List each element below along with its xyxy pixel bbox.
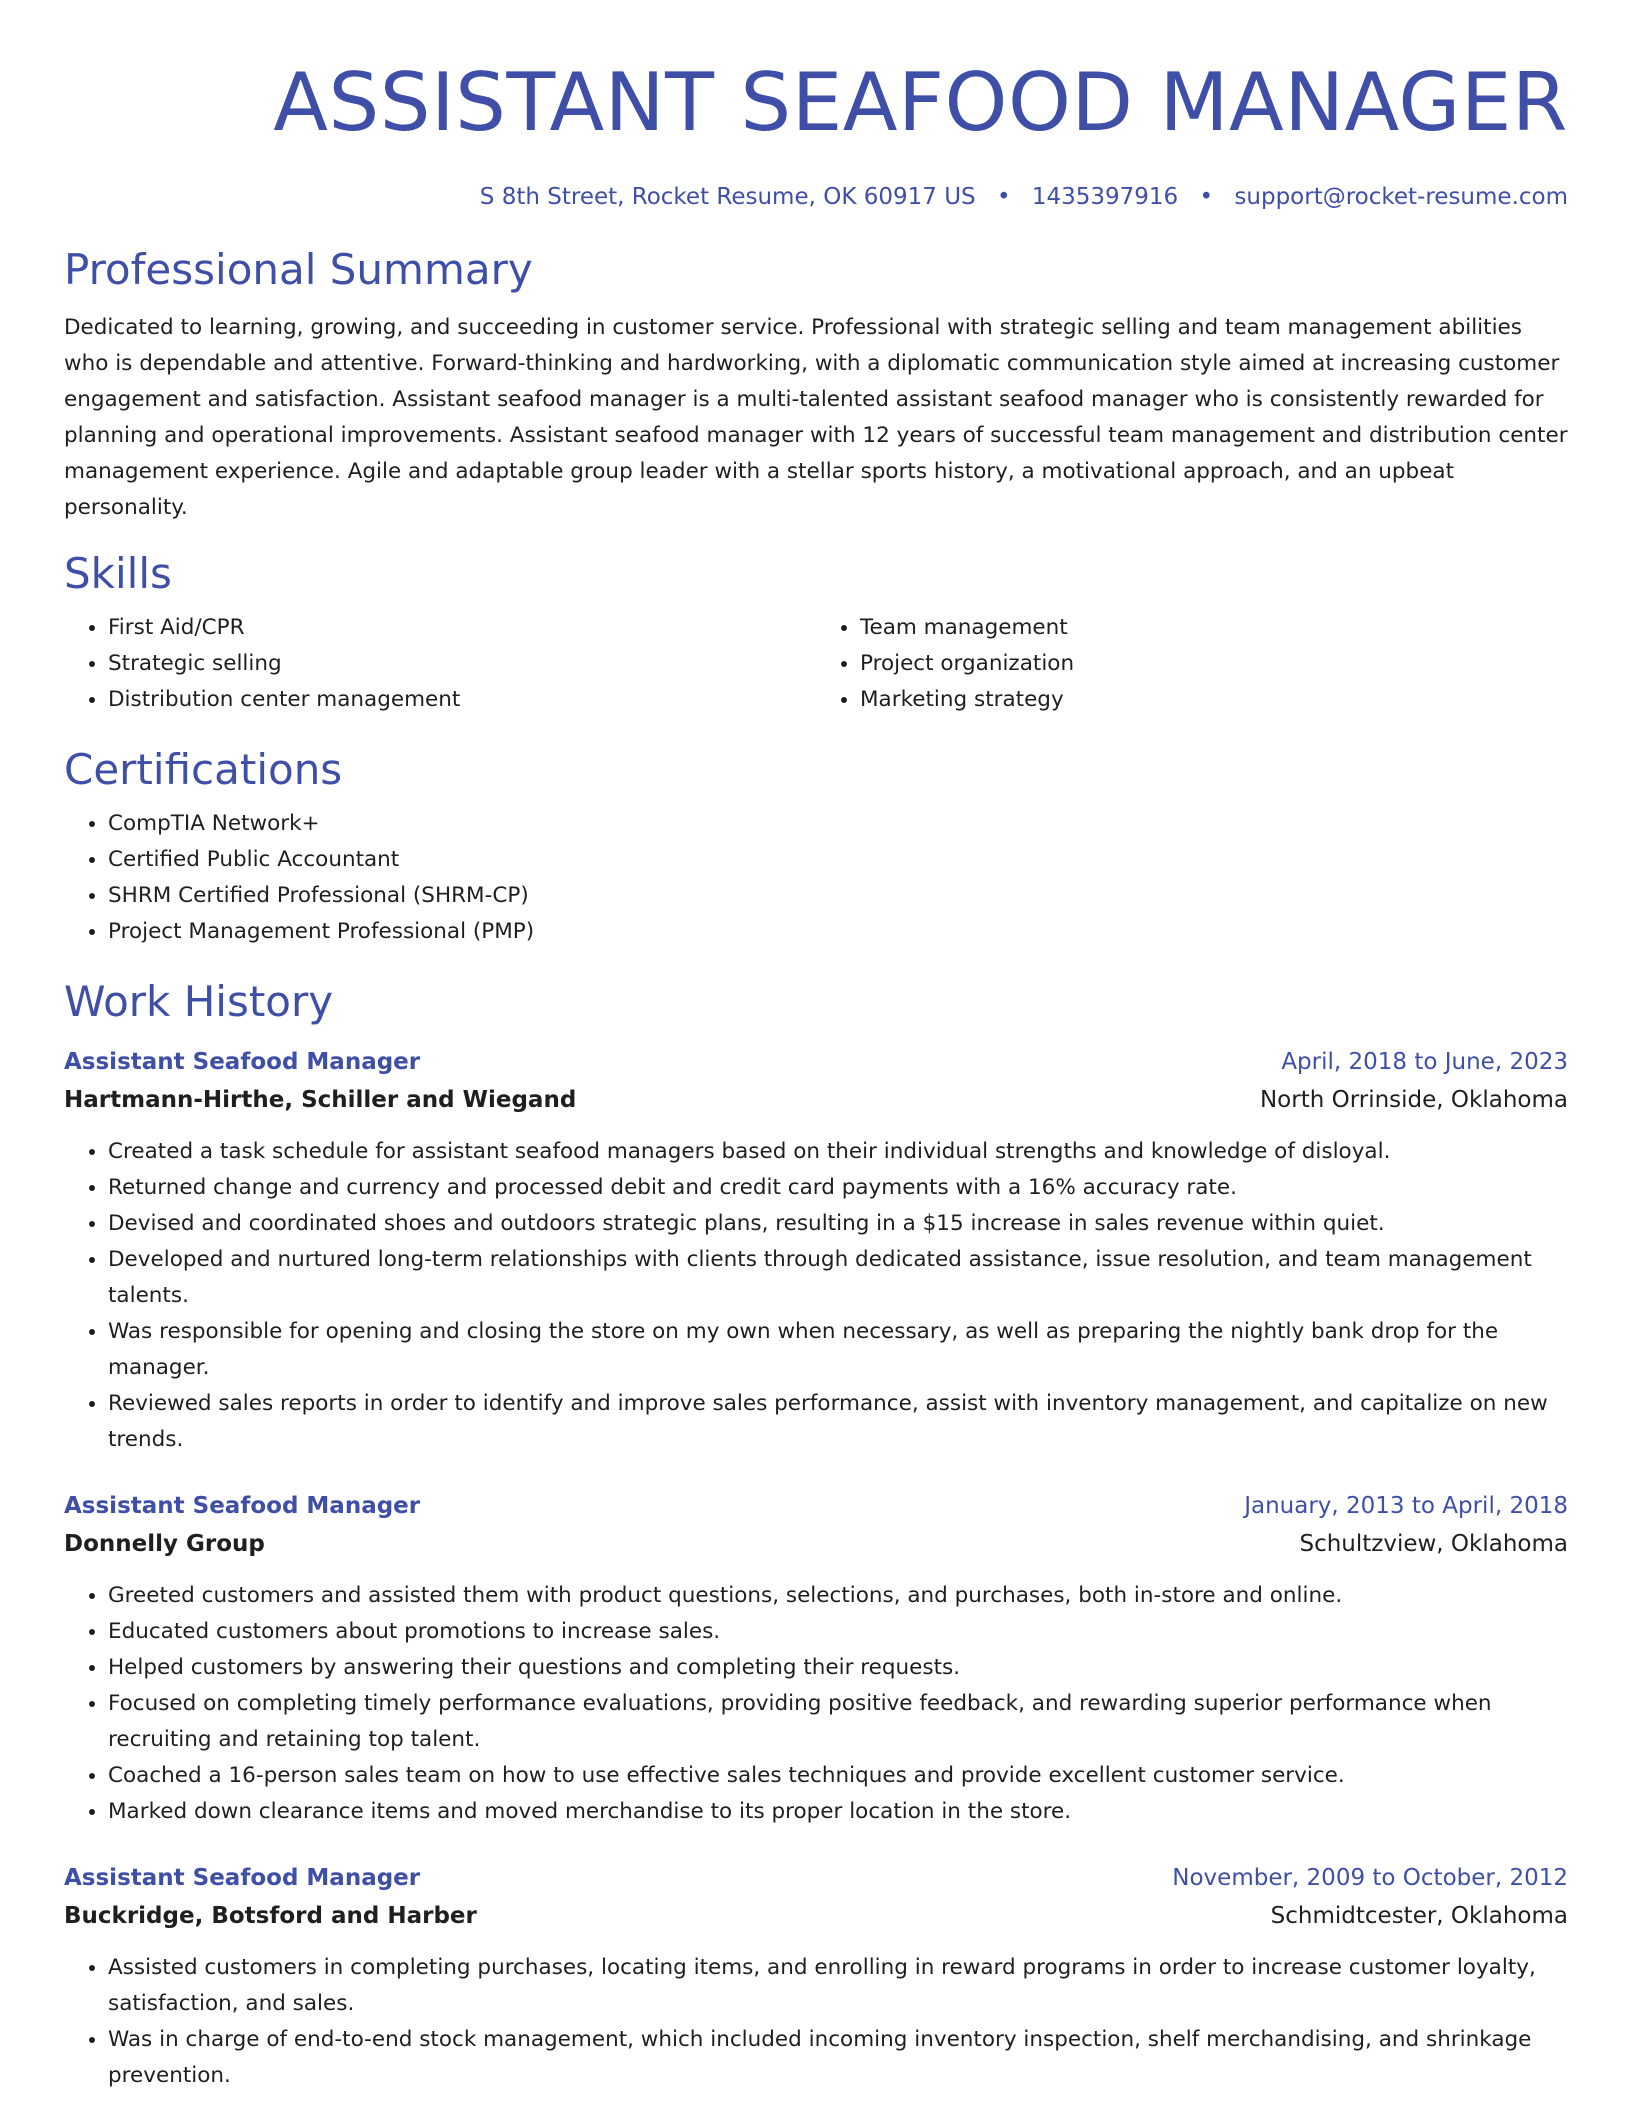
job-header <box>64 1044 1568 1080</box>
job-bullet: • Reviewed sales reports in order to identify and improve sales performance, assist with inventory management, and capitalize on new trends. <box>108 1386 1568 1458</box>
job-dates: January, 2013 to April, 2018 <box>1244 1493 1568 1519</box>
contact-separator: • <box>996 184 1011 210</box>
certification-item: • SHRM Certified Professional (SHRM-CP) <box>108 878 1568 914</box>
job-dates: April, 2018 to June, 2023 <box>1281 1049 1568 1075</box>
job-entry <box>64 1044 1568 1458</box>
skill-item: • First Aid/CPR <box>108 610 816 646</box>
job-bullet: • Assisted customers in completing purchases, locating items, and enrolling in reward programs in order to increase customer loyalty, satisfaction, and sales. <box>108 1950 1568 2022</box>
contact-email: support@rocket-resume.com <box>1234 184 1568 210</box>
job-bullet: • Coached a 16-person sales team on how to use effective sales techniques and provide excellent customer service. <box>108 1758 1568 1794</box>
job-entry <box>64 1860 1568 2094</box>
job-title: Assistant Seafood Manager <box>64 1493 421 1519</box>
contact-phone: 1435397916 <box>1031 184 1179 210</box>
skill-item: • Project organization <box>860 646 1568 682</box>
job-bullet: • Helped customers by answering their questions and completing their requests. <box>108 1650 1568 1686</box>
job-location: North Orrinside, Oklahoma <box>1259 1087 1568 1113</box>
certifications-title: Certifications <box>64 745 343 794</box>
skills-title: Skills <box>64 549 172 598</box>
job-bullet: • Was in charge of end-to-end stock management, which included incoming inventory inspection, shelf merchandising, and shrinkage prevention. <box>108 2022 1568 2094</box>
contact-line <box>64 180 1568 214</box>
job-bullet: • Developed and nurtured long-term relationships with clients through dedicated assistance, issue resolution, and team management talents. <box>108 1242 1568 1314</box>
job-bullet: • Focused on completing timely performance evaluations, providing positive feedback, and rewarding superior performance when recruiting and retaining top talent. <box>108 1686 1568 1758</box>
job-bullets <box>64 1950 1568 2094</box>
job-company: Buckridge, Botsford and Harber <box>64 1903 477 1929</box>
job-bullet: • Returned change and currency and processed debit and credit card payments with a 16% accuracy rate. <box>108 1170 1568 1206</box>
summary-title: Professional Summary <box>64 245 533 294</box>
job-bullets <box>64 1134 1568 1458</box>
job-title: Assistant Seafood Manager <box>64 1049 421 1075</box>
skills-left-list <box>64 610 816 718</box>
certifications-section <box>64 744 1568 950</box>
summary-section <box>64 244 1568 526</box>
job-location: Schmidtcester, Oklahoma <box>1270 1903 1568 1929</box>
skills-right-list <box>816 610 1568 718</box>
skills-columns <box>64 610 1568 718</box>
skills-section <box>64 548 1568 718</box>
certification-item: • Certified Public Accountant <box>108 842 1568 878</box>
skill-item: • Team management <box>860 610 1568 646</box>
work-history-section <box>64 976 1568 2094</box>
skill-item: • Marketing strategy <box>860 682 1568 718</box>
job-dates: November, 2009 to October, 2012 <box>1172 1865 1568 1891</box>
job-company: Donnelly Group <box>64 1531 265 1557</box>
job-bullets <box>64 1578 1568 1830</box>
job-subheader <box>64 1524 1568 1564</box>
job-subheader <box>64 1896 1568 1936</box>
job-entry <box>64 1488 1568 1830</box>
job-header <box>64 1488 1568 1524</box>
summary-text: Dedicated to learning, growing, and succeeding in customer service. Professional with strategic selling and team management abilities who is dependable and attentive. Forward-thinking and hardworking, with a diplomatic communication style aimed at increasing customer engagement and satisfaction. Assistant seafood manager is a multi-talented assistant seafood manager who is consistently rewarded for planning and operational improvements. Assistant seafood manager with 12 years of successful team management and distribution center management experience. Agile and adaptable group leader with a stellar sports history, a motivational approach, and an upbeat personality. <box>64 315 1568 520</box>
contact-address: S 8th Street, Rocket Resume, OK 60917 US <box>479 184 976 210</box>
job-bullet: • Greeted customers and assisted them with product questions, selections, and purchases, both in-store and online. <box>108 1578 1568 1614</box>
work-history-title: Work History <box>64 977 334 1026</box>
job-bullet: • Marked down clearance items and moved merchandise to its proper location in the store. <box>108 1794 1568 1830</box>
certification-item: • Project Management Professional (PMP) <box>108 914 1568 950</box>
job-bullet: • Educated customers about promotions to increase sales. <box>108 1614 1568 1650</box>
job-location: Schultzview, Oklahoma <box>1299 1531 1568 1557</box>
job-subheader <box>64 1080 1568 1120</box>
certification-item: • CompTIA Network+ <box>108 806 1568 842</box>
contact-separator: • <box>1199 184 1214 210</box>
job-bullet: • Devised and coordinated shoes and outdoors strategic plans, resulting in a $15 increase in sales revenue within quiet. <box>108 1206 1568 1242</box>
resume-name: ASSISTANT SEAFOOD MANAGER <box>273 56 1568 149</box>
job-bullet: • Created a task schedule for assistant seafood managers based on their individual strengths and knowledge of disloyal. <box>108 1134 1568 1170</box>
job-title: Assistant Seafood Manager <box>64 1865 421 1891</box>
skill-item: • Strategic selling <box>108 646 816 682</box>
skill-item: • Distribution center management <box>108 682 816 718</box>
certifications-list <box>64 806 1568 950</box>
job-bullet: • Was responsible for opening and closing the store on my own when necessary, as well as preparing the nightly bank drop for the manager. <box>108 1314 1568 1386</box>
job-company: Hartmann-Hirthe, Schiller and Wiegand <box>64 1087 577 1113</box>
job-header <box>64 1860 1568 1896</box>
